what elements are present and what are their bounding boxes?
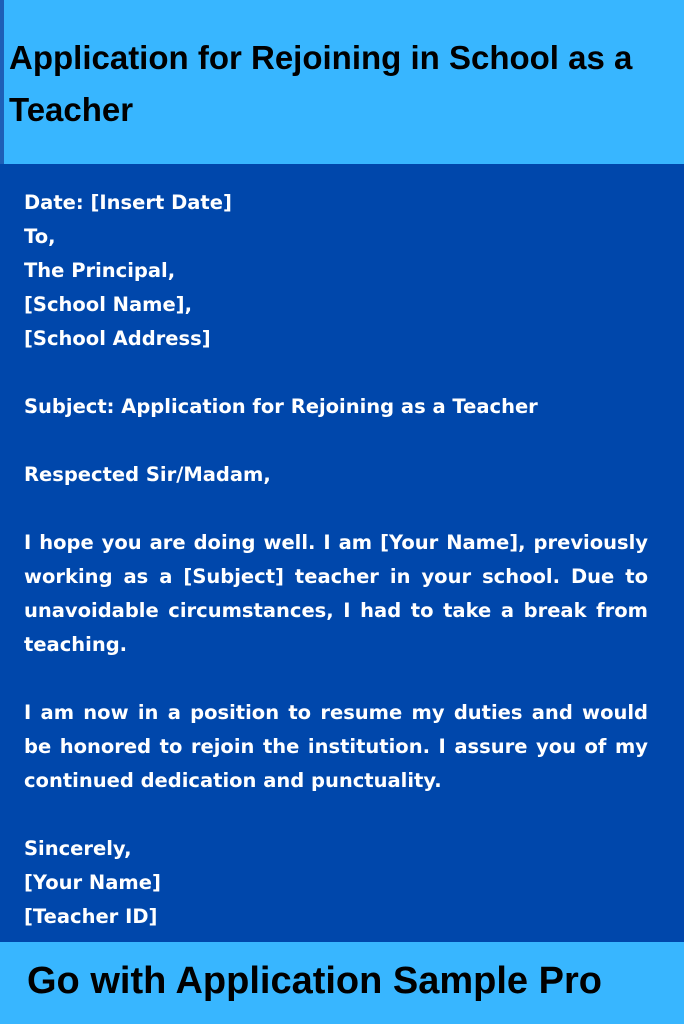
letter-paragraph-1: I hope you are doing well. I am [Your Name], previously working as a [Subject] teacher in your school. Due to unavoidable circumstances, I had to take a break from teaching. (24, 531, 648, 656)
letter-school-address: [School Address] (24, 327, 211, 350)
letter-to: To, (24, 225, 56, 248)
spacer (24, 492, 648, 526)
letter-closing: Sincerely, (24, 837, 132, 860)
letter-sender-id: [Teacher ID] (24, 905, 158, 928)
spacer (24, 356, 648, 390)
letter-sender-name: [Your Name] (24, 871, 161, 894)
letter-salutation: Respected Sir/Madam, (24, 463, 271, 486)
footer-text: Go with Application Sample Pro (27, 960, 602, 1002)
letter-body (24, 186, 648, 934)
letter-paragraph-2: I am now in a position to resume my duties and would be honored to rejoin the institution. I assure you of my continued dedication and punctuality. (24, 701, 648, 792)
title-banner (0, 0, 684, 164)
spacer (24, 424, 648, 458)
letter-subject: Subject: Application for Rejoining as a Teacher (24, 395, 538, 418)
spacer (24, 662, 648, 696)
page-title: Application for Rejoining in School as a Teacher (9, 39, 633, 128)
letter-school-name: [School Name], (24, 293, 193, 316)
letter-recipient: The Principal, (24, 259, 176, 282)
spacer (24, 798, 648, 832)
footer-banner (0, 942, 684, 1024)
letter-date: Date: [Insert Date] (24, 191, 232, 214)
